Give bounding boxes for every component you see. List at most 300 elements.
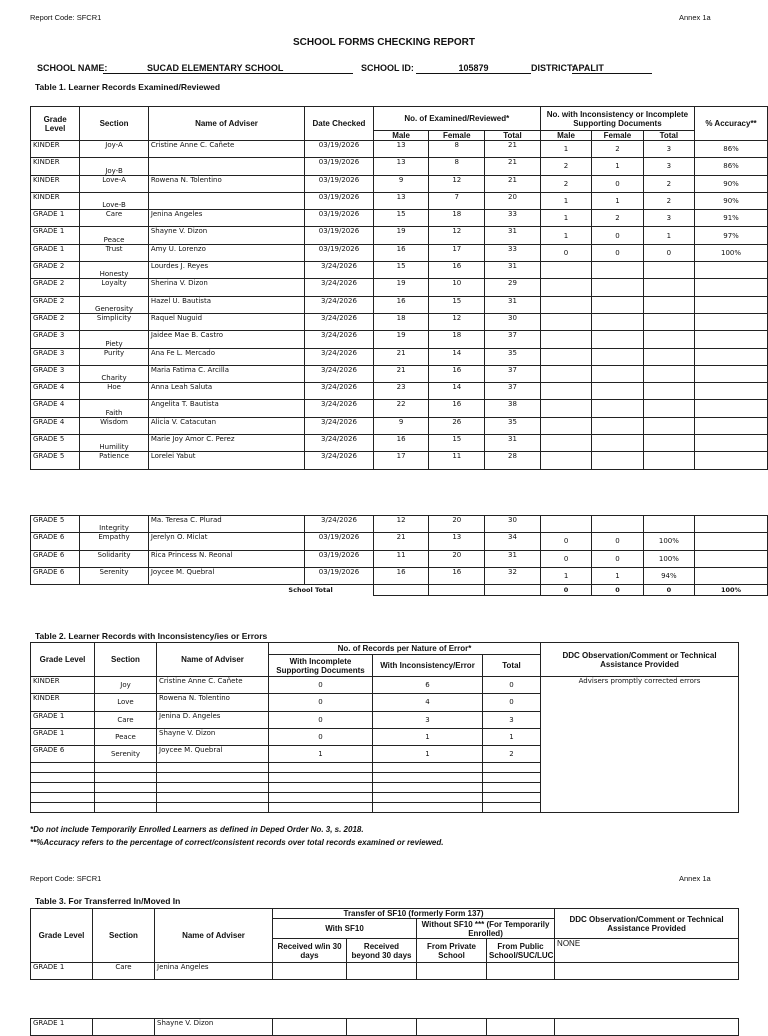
col-inc-male: Male (540, 131, 591, 141)
section-cell: Love (95, 694, 157, 711)
inc-male-cell: 0 (540, 550, 591, 567)
grade-cell: GRADE 1 (31, 227, 80, 244)
female-cell: 11 (429, 452, 485, 469)
inc-total-cell: 0 (643, 244, 694, 261)
total-cell: 0 (540, 585, 591, 596)
date-cell: 03/19/2026 (305, 550, 374, 567)
date-cell: 3/24/2026 (305, 262, 374, 279)
annex-label: Annex 1a (679, 13, 711, 22)
male-cell: 21 (373, 348, 429, 365)
total-cell: 35 (485, 348, 541, 365)
incomplete-cell: 0 (269, 728, 373, 745)
total-cell: 38 (485, 400, 541, 417)
table2-caption: Table 2. Learner Records with Inconsistency/ies or Errors (35, 631, 268, 641)
date-cell: 3/24/2026 (305, 383, 374, 400)
table-row (31, 244, 768, 261)
col-inconsistency: With Inconsistency/Error (373, 655, 483, 677)
table3-caption: Table 3. For Transferred In/Moved In (35, 896, 181, 906)
inc-female-cell (592, 400, 643, 417)
total-cell: 28 (485, 452, 541, 469)
female-cell: 26 (429, 417, 485, 434)
inc-total-cell (643, 296, 694, 313)
total-cell: 30 (485, 313, 541, 330)
inc-male-cell (540, 296, 591, 313)
table-row (31, 400, 768, 417)
table-row (31, 963, 739, 980)
adviser-cell: Marie Joy Amor C. Perez (148, 435, 304, 452)
inc-male-cell (540, 331, 591, 348)
total-cell: 2 (483, 746, 541, 763)
adviser-cell: Lourdes J. Reyes (148, 262, 304, 279)
accuracy-cell (695, 296, 768, 313)
total-cell: 20 (485, 192, 541, 209)
col-grade-level: Grade Level (31, 909, 93, 963)
col-section: Section (80, 107, 149, 141)
date-cell: 3/24/2026 (305, 331, 374, 348)
empty-cell (555, 963, 739, 980)
table-row (31, 550, 768, 567)
table-row (31, 227, 768, 244)
col-inconsistency: No. with Inconsistency or Incomplete Supporting Documents (540, 107, 694, 131)
adviser-cell: Jaidee Mae B. Castro (148, 331, 304, 348)
section-cell: Hoe (80, 383, 149, 400)
date-cell: 03/19/2026 (305, 175, 374, 192)
inc-female-cell (592, 331, 643, 348)
date-cell: 03/19/2026 (305, 244, 374, 261)
col-adviser: Name of Adviser (157, 643, 269, 677)
female-cell: 12 (429, 175, 485, 192)
grade-cell: GRADE 4 (31, 383, 80, 400)
adviser-cell: Rica Princess N. Reonal (148, 550, 304, 567)
inc-male-cell (540, 348, 591, 365)
school-total-label: School Total (288, 586, 333, 595)
section-cell: Integrity (80, 516, 149, 533)
grade-cell: GRADE 2 (31, 313, 80, 330)
col-male: Male (373, 131, 429, 141)
col-from-public: From Public School/SUC/LUC (487, 939, 555, 963)
total-cell: 1 (483, 728, 541, 745)
col-without-sf10: Without SF10 *** (For Temporarily Enrolled) (417, 919, 555, 939)
inc-female-cell (592, 383, 643, 400)
total-cell (483, 783, 541, 793)
inconsistency-cell: 1 (373, 728, 483, 745)
total-cell: 0 (643, 585, 694, 596)
grade-cell: KINDER (31, 694, 95, 711)
total-cell: 0 (483, 677, 541, 694)
table-row (31, 313, 768, 330)
district-value: APALIT (572, 63, 652, 74)
inc-male-cell (540, 262, 591, 279)
inc-male-cell (540, 417, 591, 434)
table-row (31, 210, 768, 227)
female-cell: 10 (429, 279, 485, 296)
inc-female-cell (592, 417, 643, 434)
section-cell: Generosity (80, 296, 149, 313)
inc-female-cell (592, 516, 643, 533)
accuracy-cell (695, 516, 768, 533)
grade-cell: GRADE 4 (31, 417, 80, 434)
female-cell: 16 (429, 400, 485, 417)
inc-total-cell (643, 383, 694, 400)
date-cell: 3/24/2026 (305, 400, 374, 417)
empty-cell (273, 1019, 347, 1036)
grade-cell (31, 783, 95, 793)
female-cell: 14 (429, 348, 485, 365)
inc-female-cell: 0 (592, 227, 643, 244)
table-row (31, 158, 768, 175)
school-name-value: SUCAD ELEMENTARY SCHOOL (103, 63, 353, 74)
grade-cell: KINDER (31, 141, 80, 158)
grade-cell: GRADE 2 (31, 279, 80, 296)
section-cell: Honesty (80, 262, 149, 279)
inc-total-cell (643, 262, 694, 279)
inconsistency-cell (373, 803, 483, 813)
grade-cell: GRADE 6 (31, 533, 80, 550)
date-cell: 3/24/2026 (305, 452, 374, 469)
col-grade-level: Grade Level (31, 643, 95, 677)
inc-female-cell: 0 (592, 550, 643, 567)
female-cell: 12 (429, 227, 485, 244)
learner-records-table-continued (30, 515, 768, 596)
report-code: Report Code: SFCR1 (30, 13, 102, 22)
inconsistency-cell (373, 783, 483, 793)
empty-cell (487, 1019, 555, 1036)
date-cell: 3/24/2026 (305, 296, 374, 313)
adviser-cell: Anna Leah Saluta (148, 383, 304, 400)
total-cell: 32 (485, 567, 541, 584)
table-row (31, 365, 768, 382)
inc-total-cell: 94% (643, 567, 694, 584)
inc-total-cell (643, 365, 694, 382)
section-cell: Peace (80, 227, 149, 244)
inc-male-cell (540, 279, 591, 296)
female-cell: 7 (429, 192, 485, 209)
total-cell: 37 (485, 365, 541, 382)
section-cell: Empathy (80, 533, 149, 550)
male-cell: 13 (373, 141, 429, 158)
male-cell: 18 (373, 313, 429, 330)
incomplete-cell (269, 773, 373, 783)
table-row (31, 1019, 739, 1036)
col-section: Section (93, 909, 155, 963)
female-cell: 13 (429, 533, 485, 550)
inc-total-cell: 3 (643, 158, 694, 175)
adviser-cell (148, 192, 304, 209)
section-cell: Love-B (80, 192, 149, 209)
date-cell: 03/19/2026 (305, 210, 374, 227)
male-cell: 12 (373, 516, 429, 533)
table-row (31, 516, 768, 533)
accuracy-cell: 97% (695, 227, 768, 244)
table-row (31, 296, 768, 313)
date-cell: 3/24/2026 (305, 279, 374, 296)
adviser-cell: Ma. Teresa C. Plurad (148, 516, 304, 533)
male-cell: 19 (373, 227, 429, 244)
total-cell: 31 (485, 227, 541, 244)
section-cell: Care (93, 963, 155, 980)
table-row (31, 175, 768, 192)
district-label: DISTRICT: (531, 63, 575, 73)
table-row (31, 348, 768, 365)
accuracy-cell (695, 331, 768, 348)
female-cell: 20 (429, 550, 485, 567)
female-cell: 8 (429, 158, 485, 175)
grade-cell: GRADE 1 (31, 210, 80, 227)
col-ddc: DDC Observation/Comment or Technical Assistance Provided (541, 643, 739, 677)
footnote-1: *Do not include Temporarily Enrolled Learners as defined in Deped Order No. 3, s. 2018. (30, 825, 364, 834)
inc-male-cell (540, 313, 591, 330)
inc-female-cell (592, 435, 643, 452)
col-grade-level: Grade Level (31, 107, 80, 141)
incomplete-cell: 0 (269, 694, 373, 711)
grade-cell (31, 763, 95, 773)
adviser-cell: Jenina Angeles (148, 210, 304, 227)
col-inc-total: Total (643, 131, 694, 141)
adviser-cell: Joycee M. Quebral (157, 746, 269, 763)
male-cell: 16 (373, 244, 429, 261)
inc-female-cell (592, 365, 643, 382)
inc-total-cell (643, 400, 694, 417)
date-cell: 03/19/2026 (305, 567, 374, 584)
accuracy-cell: 100% (695, 244, 768, 261)
inc-total-cell (643, 279, 694, 296)
inc-male-cell: 1 (540, 227, 591, 244)
adviser-cell: Raquel Nuguid (148, 313, 304, 330)
inc-female-cell: 1 (592, 158, 643, 175)
total-cell: 31 (485, 435, 541, 452)
grade-cell: GRADE 3 (31, 331, 80, 348)
total-cell: 21 (485, 158, 541, 175)
adviser-cell: Shayne V. Dizon (148, 227, 304, 244)
incomplete-cell (269, 783, 373, 793)
date-cell: 3/24/2026 (305, 365, 374, 382)
female-cell: 16 (429, 262, 485, 279)
date-cell: 03/19/2026 (305, 533, 374, 550)
date-cell: 3/24/2026 (305, 516, 374, 533)
table-row (31, 533, 768, 550)
male-cell: 9 (373, 175, 429, 192)
inc-male-cell: 1 (540, 567, 591, 584)
female-cell: 14 (429, 383, 485, 400)
empty-cell (417, 963, 487, 980)
adviser-cell (157, 803, 269, 813)
school-name-label: SCHOOL NAME: (37, 63, 108, 73)
adviser-cell: Shayne V. Dizon (155, 1019, 273, 1036)
inc-total-cell: 2 (643, 192, 694, 209)
section-cell: Piety (80, 331, 149, 348)
ddc-value: NONE (555, 939, 739, 963)
accuracy-cell (695, 550, 768, 567)
section-cell: Solidarity (80, 550, 149, 567)
inc-total-cell: 100% (643, 533, 694, 550)
total-cell: 21 (485, 141, 541, 158)
inc-male-cell: 1 (540, 192, 591, 209)
transferred-in-table-continued (30, 1018, 739, 1036)
col-female: Female (429, 131, 485, 141)
incomplete-cell (269, 763, 373, 773)
adviser-cell (148, 158, 304, 175)
accuracy-cell (695, 417, 768, 434)
date-cell: 3/24/2026 (305, 348, 374, 365)
date-cell: 03/19/2026 (305, 141, 374, 158)
accuracy-cell (695, 533, 768, 550)
table-row (31, 677, 739, 694)
adviser-cell (157, 783, 269, 793)
female-cell: 18 (429, 210, 485, 227)
accuracy-cell (695, 313, 768, 330)
table-row (31, 435, 768, 452)
male-cell: 17 (373, 452, 429, 469)
adviser-cell: Amy U. Lorenzo (148, 244, 304, 261)
section-cell: Loyalty (80, 279, 149, 296)
transferred-in-table (30, 908, 739, 980)
total-cell: 21 (485, 175, 541, 192)
inc-total-cell: 2 (643, 175, 694, 192)
female-cell: 15 (429, 296, 485, 313)
adviser-cell (157, 773, 269, 783)
section-cell: Purity (80, 348, 149, 365)
inc-female-cell (592, 296, 643, 313)
inc-total-cell (643, 435, 694, 452)
accuracy-cell (695, 452, 768, 469)
section-cell: Wisdom (80, 417, 149, 434)
grade-cell: KINDER (31, 677, 95, 694)
table-row (31, 141, 768, 158)
inc-male-cell (540, 516, 591, 533)
section-cell: Joy-B (80, 158, 149, 175)
total-cell: 31 (485, 262, 541, 279)
col-with-sf10: With SF10 (273, 919, 417, 939)
table-row (31, 567, 768, 584)
section-cell: Peace (95, 728, 157, 745)
female-cell: 16 (429, 567, 485, 584)
total-cell: 0 (483, 694, 541, 711)
male-cell: 16 (373, 435, 429, 452)
total-cell (483, 763, 541, 773)
inc-total-cell (643, 331, 694, 348)
male-cell: 11 (373, 550, 429, 567)
section-cell: Joy (95, 677, 157, 694)
adviser-cell: Alicia V. Catacutan (148, 417, 304, 434)
inconsistency-cell (373, 773, 483, 783)
section-cell: Joy-A (80, 141, 149, 158)
col-adviser: Name of Adviser (148, 107, 304, 141)
total-cell: 33 (485, 210, 541, 227)
inc-female-cell: 1 (592, 567, 643, 584)
annex-label-2: Annex 1a (679, 874, 711, 883)
col-received-within: Received w/in 30 days (273, 939, 347, 963)
accuracy-cell (695, 365, 768, 382)
grade-cell: GRADE 1 (31, 711, 95, 728)
adviser-cell: Angelita T. Bautista (148, 400, 304, 417)
male-cell: 19 (373, 279, 429, 296)
female-cell: 16 (429, 365, 485, 382)
section-cell: Simplicity (80, 313, 149, 330)
total-accuracy: 100% (695, 585, 768, 596)
total-cell (483, 793, 541, 803)
col-ddc: DDC Observation/Comment or Technical Assistance Provided (555, 909, 739, 939)
col-section: Section (95, 643, 157, 677)
report-code-2: Report Code: SFCR1 (30, 874, 102, 883)
table-row (31, 417, 768, 434)
table-row (31, 279, 768, 296)
total-cell (483, 773, 541, 783)
male-cell: 9 (373, 417, 429, 434)
inc-total-cell (643, 417, 694, 434)
section-cell (95, 773, 157, 783)
adviser-cell: Rowena N. Tolentino (157, 694, 269, 711)
female-cell: 17 (429, 244, 485, 261)
inc-male-cell (540, 435, 591, 452)
date-cell: 03/19/2026 (305, 227, 374, 244)
section-cell (93, 1019, 155, 1036)
inc-female-cell (592, 279, 643, 296)
inc-female-cell: 2 (592, 141, 643, 158)
section-cell: Care (80, 210, 149, 227)
total-cell: 31 (485, 550, 541, 567)
inc-male-cell: 2 (540, 175, 591, 192)
inc-female-cell: 0 (592, 244, 643, 261)
inc-male-cell: 1 (540, 210, 591, 227)
grade-cell: GRADE 1 (31, 244, 80, 261)
grade-cell: KINDER (31, 158, 80, 175)
grade-cell: GRADE 2 (31, 296, 80, 313)
col-adviser: Name of Adviser (155, 909, 273, 963)
adviser-cell: Jerelyn O. Miclat (148, 533, 304, 550)
date-cell: 3/24/2026 (305, 417, 374, 434)
adviser-cell: Joycee M. Quebral (148, 567, 304, 584)
section-cell (95, 793, 157, 803)
col-total: Total (485, 131, 541, 141)
table-row (31, 331, 768, 348)
male-cell: 15 (373, 262, 429, 279)
section-cell (95, 803, 157, 813)
adviser-cell: Lorelei Yabut (148, 452, 304, 469)
total-cell: 37 (485, 331, 541, 348)
male-cell: 23 (373, 383, 429, 400)
grade-cell: KINDER (31, 175, 80, 192)
grade-cell: GRADE 6 (31, 567, 80, 584)
table-row (31, 452, 768, 469)
col-from-private: From Private School (417, 939, 487, 963)
grade-cell: GRADE 3 (31, 348, 80, 365)
page-title: SCHOOL FORMS CHECKING REPORT (292, 37, 476, 48)
total-cell (483, 803, 541, 813)
accuracy-cell: 91% (695, 210, 768, 227)
empty-cell (555, 1019, 739, 1036)
inc-female-cell: 0 (592, 533, 643, 550)
inc-female-cell (592, 313, 643, 330)
inc-total-cell (643, 348, 694, 365)
section-cell: Charity (80, 365, 149, 382)
empty-cell (273, 963, 347, 980)
accuracy-cell (695, 279, 768, 296)
table-row (31, 262, 768, 279)
inc-total-cell: 1 (643, 227, 694, 244)
adviser-cell: Shayne V. Dizon (157, 728, 269, 745)
total-cell: 33 (485, 244, 541, 261)
inc-male-cell (540, 383, 591, 400)
incomplete-cell: 0 (269, 677, 373, 694)
inc-female-cell (592, 452, 643, 469)
section-cell: Care (95, 711, 157, 728)
inconsistency-cell: 4 (373, 694, 483, 711)
incomplete-cell: 1 (269, 746, 373, 763)
inconsistency-cell (373, 793, 483, 803)
grade-cell (31, 803, 95, 813)
grade-cell: GRADE 6 (31, 746, 95, 763)
section-cell: Love-A (80, 175, 149, 192)
